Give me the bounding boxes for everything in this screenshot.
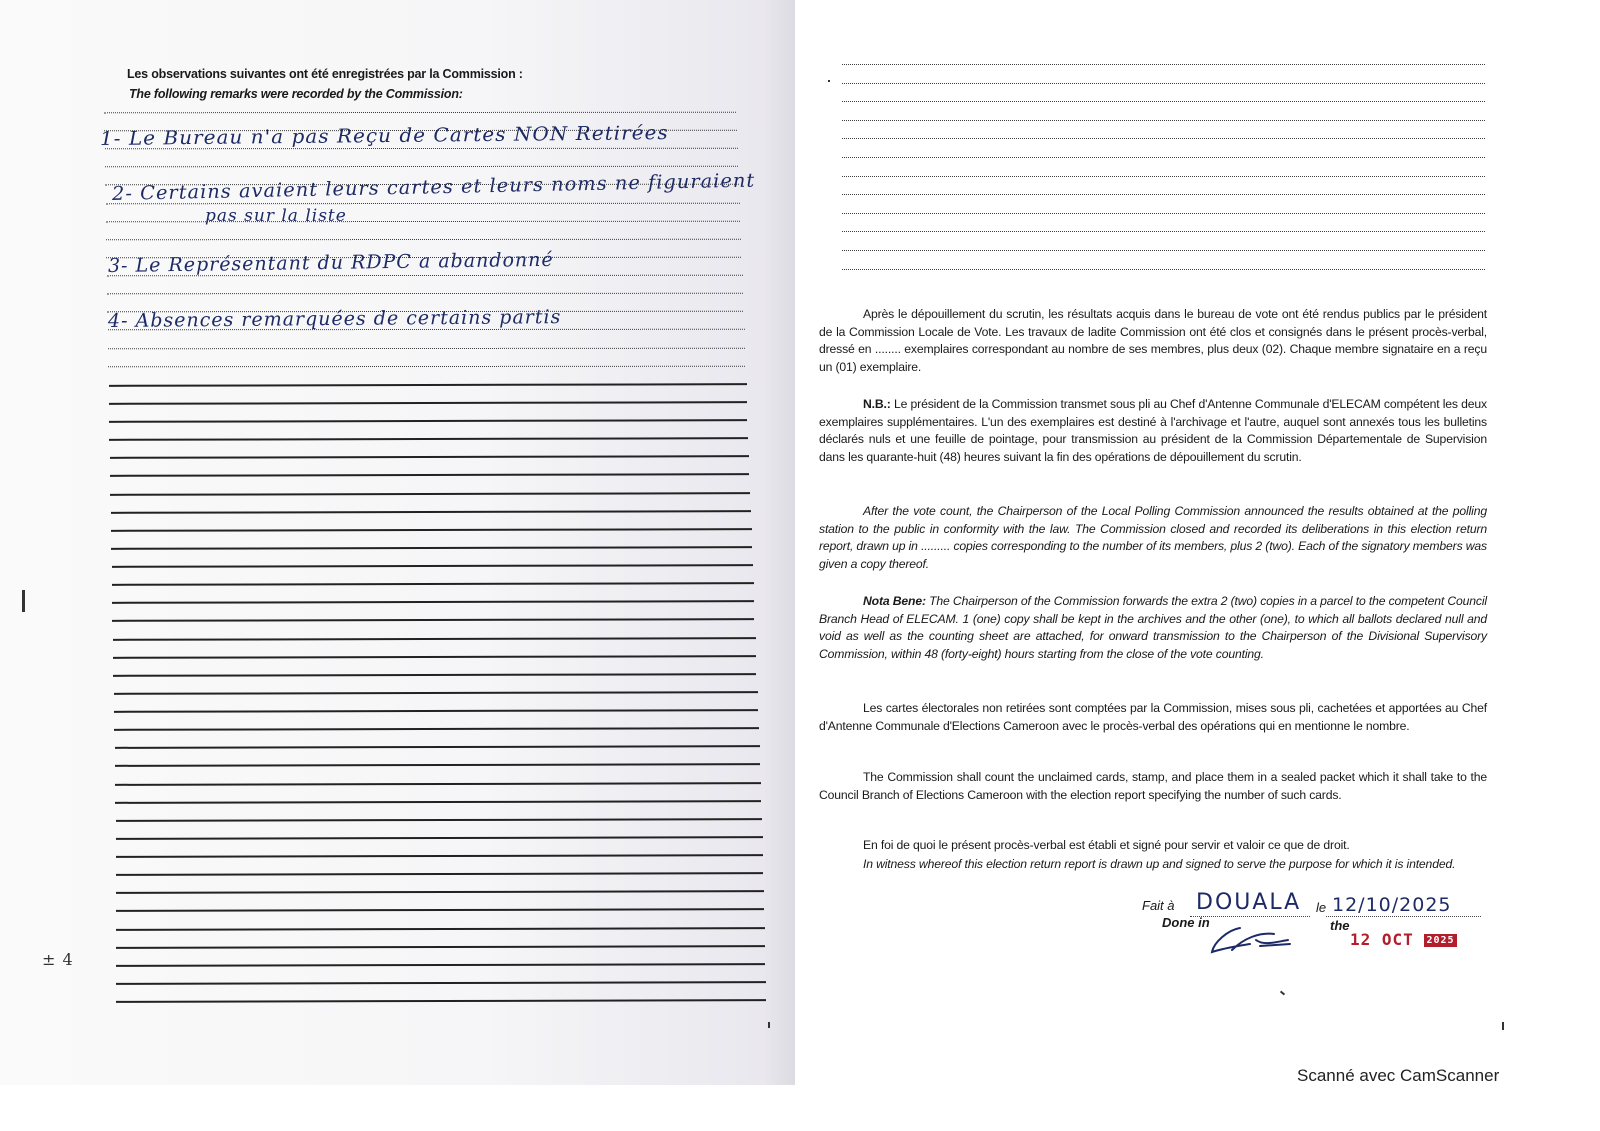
- ruled-line: [116, 854, 763, 858]
- date-underline: [1326, 916, 1481, 917]
- blank-dotted-line: [842, 83, 1485, 84]
- paragraph-results-en: After the vote count, the Chairperson of the Local Polling Commission announced the results obtained at the polling station to the public in conformity with the law. The Commission closed and recorded its deliberations in this election return report, drawn up in ......... copies corresponding to the number of its members, plus 2 (two). Each of the signatory members was given a copy thereof.: [819, 504, 1487, 571]
- ruled-line: [108, 383, 746, 387]
- remarks-heading-en: The following remarks were recorded by the Commission:: [129, 87, 463, 101]
- ruled-line: [107, 293, 743, 295]
- ruled-line: [114, 691, 758, 695]
- le-label: le: [1316, 900, 1327, 915]
- ruled-line: [113, 637, 756, 641]
- paragraph-nb-fr: N.B.: Le président de la Commission transmet sous pli au Chef d'Antenne Communale d'ELECAM compétent les deux exemplaires supplémentaires. L'un des exemplaires est destiné à l'archivage et l'autre, auquel sont annexés tous les bulletins déclarés nuls et une feuille de pointage, pour transmission au président de la Commission Départementale de Supervision dans les quarante-huit (48) heures suivant la fin des opérations de dépouillement du scrutin.: [819, 397, 1487, 464]
- handwritten-remark-4: 4- Absences remarquées de certains partis: [107, 306, 562, 332]
- ruled-line: [112, 582, 754, 586]
- scan-speck: [1502, 1022, 1504, 1030]
- blank-dotted-line: [842, 231, 1485, 232]
- blank-dotted-line: [842, 250, 1485, 251]
- ruled-line: [116, 945, 765, 949]
- fait-a-label: Fait à: [1142, 898, 1175, 913]
- ruled-line: [109, 419, 747, 423]
- paragraph-cards-en: The Commission shall count the unclaimed cards, stamp, and place them in a sealed packet which it shall take to the Council Branch of Elections Cameroon with the election report specifying the number of such cards.: [819, 770, 1487, 802]
- remarks-heading-fr: Les observations suivantes ont été enregistrées par la Commission :: [127, 67, 523, 81]
- ruled-line: [111, 564, 752, 568]
- ruled-line: [112, 619, 754, 623]
- left-page: [0, 0, 795, 1085]
- ruled-line: [114, 709, 758, 713]
- margin-mark: ± 4: [42, 950, 74, 969]
- ruled-line: [106, 220, 740, 222]
- blank-dotted-line: [842, 194, 1485, 195]
- signature: [1210, 920, 1300, 960]
- handwritten-remark-3: 3- Le Représentant du RDPC a abandonné: [107, 248, 554, 277]
- camscanner-watermark: Scanné avec CamScanner: [1297, 1066, 1500, 1085]
- handwritten-place: DOUALA: [1196, 890, 1302, 915]
- blank-dotted-line: [842, 213, 1485, 214]
- paragraph-witness-en: In witness whereof this election return report is drawn up and signed to serve the purpose for which it is intended.: [863, 857, 1456, 871]
- blank-dotted-line: [842, 64, 1485, 65]
- done-in-label: Done in: [1162, 915, 1210, 930]
- place-underline: [1190, 916, 1310, 917]
- blank-dotted-line: [842, 120, 1485, 121]
- date-stamp: 12 OCT 2025: [1350, 930, 1455, 949]
- ruled-line: [116, 818, 762, 822]
- ruled-line: [110, 455, 749, 459]
- ruled-line: [108, 365, 745, 367]
- blank-dotted-line: [842, 157, 1485, 158]
- ruled-line: [110, 492, 750, 496]
- handwritten-remark-1: 1- Le Bureau n'a pas Reçu de Cartes NON Retirées: [99, 122, 669, 150]
- ruled-line: [105, 166, 738, 168]
- ruled-line: [116, 890, 764, 894]
- scan-speck: [768, 1022, 770, 1028]
- ruled-line: [114, 745, 759, 749]
- handwritten-remark-2: 2- Certains avaient leurs cartes et leurs noms ne figuraient: [111, 169, 756, 205]
- page-edge-mark: [22, 590, 25, 612]
- ruled-line: [111, 546, 752, 550]
- paragraph-results-fr: Après le dépouillement du scrutin, les résultats acquis dans le bureau de vote ont été rendus publics par le président de la Commission Locale de Vote. Les travaux de ladite Commission ont été clos et consignés dans le présent procès-verbal, dressé en ........ exemplaires correspondant au nombre de ses membres, plus deux (02). Chaque membre signataire en a reçu un (01) exemplaire.: [819, 307, 1487, 374]
- ruled-line: [108, 347, 745, 349]
- ruled-line: [109, 401, 747, 405]
- blank-dotted-line: [842, 176, 1485, 177]
- ruled-line: [111, 528, 752, 532]
- handwritten-date: 12/10/2025: [1332, 894, 1452, 916]
- ruled-line: [104, 112, 736, 114]
- ruled-line: [116, 909, 764, 913]
- blank-dotted-line: [842, 269, 1485, 270]
- scan-speck: [828, 80, 830, 82]
- ruled-line: [114, 727, 759, 731]
- ruled-line: [116, 999, 766, 1003]
- ruled-line: [116, 836, 763, 840]
- paragraph-nota-bene-en: Nota Bene: The Chairperson of the Commission forwards the extra 2 (two) copies in a parcel to the competent Council Branch Head of ELECAM. 1 (one) copy shall be kept in the archives and the other (one), to which all ballots declared null and void as well as the counting sheet are attached, for onward transmission to the Chairperson of the Divisional Supervisory Commission, within 48 (forty-eight) hours starting from the close of the vote counting.: [819, 594, 1487, 661]
- ruled-line: [116, 963, 765, 967]
- ruled-line: [106, 239, 741, 241]
- ruled-line: [110, 474, 749, 478]
- ruled-line: [109, 437, 748, 441]
- ruled-line: [116, 927, 765, 931]
- ruled-line: [115, 782, 761, 786]
- ruled-line: [116, 872, 763, 876]
- ruled-line: [113, 673, 756, 677]
- paragraph-witness-fr: En foi de quoi le présent procès-verbal est établi et signé pour servir et valoir ce que de droit.: [863, 838, 1350, 852]
- handwritten-remark-2-cont: pas sur la liste: [205, 206, 347, 226]
- paragraph-cards-fr: Les cartes électorales non retirées sont comptées par la Commission, mises sous pli, cachetées et apportées au Chef d'Antenne Communale d'Elections Cameroon avec le procès-verbal des opérations qui en mentionne le nombre.: [819, 701, 1487, 733]
- blank-dotted-line: [842, 101, 1485, 102]
- ruled-line: [112, 600, 754, 604]
- ruled-line: [115, 800, 761, 804]
- ruled-line: [111, 510, 751, 514]
- ruled-line: [113, 655, 756, 659]
- blank-dotted-line: [842, 138, 1485, 139]
- ruled-line: [115, 764, 760, 768]
- ruled-line: [116, 981, 766, 985]
- the-label: the: [1330, 918, 1350, 933]
